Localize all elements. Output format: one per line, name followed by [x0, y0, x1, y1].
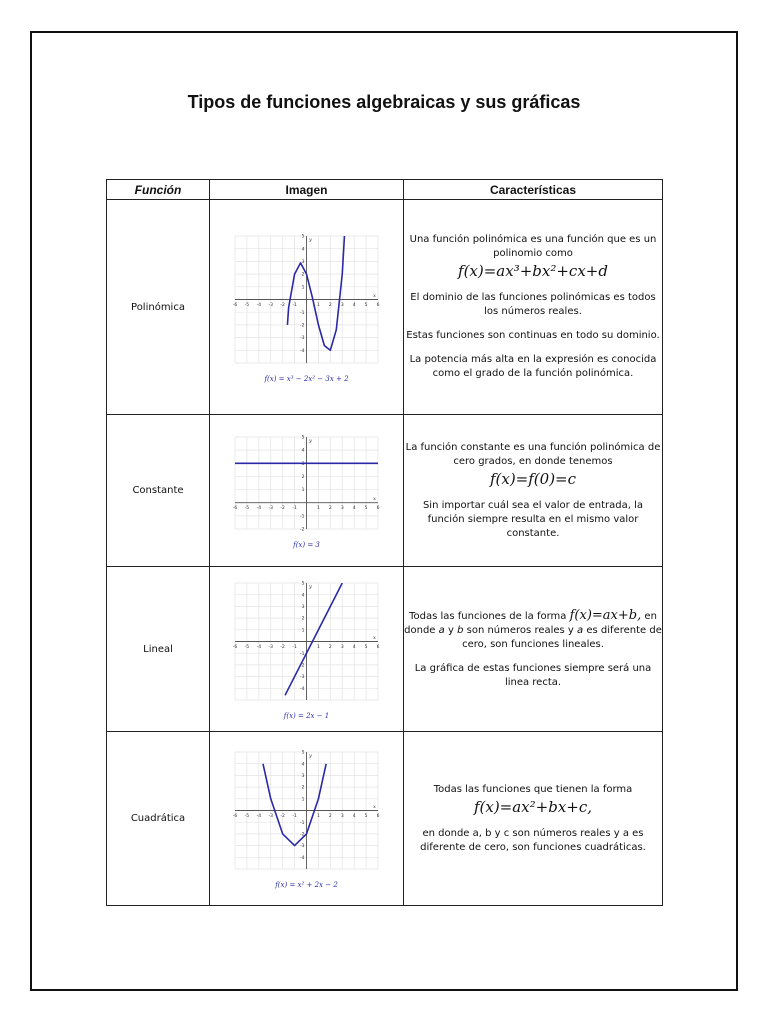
- x-tick-label: -3: [268, 814, 273, 819]
- formula: f(x)=ax²+bx+c,: [473, 797, 593, 816]
- x-tick-label: -6: [232, 505, 238, 511]
- x-axis-label: x: [373, 495, 376, 502]
- desc-text: Sin importar cuál sea el valor de entrada, la función siempre resulta en el mismo valor constante.: [422, 499, 644, 539]
- function-curve: [285, 583, 342, 695]
- x-tick-label: -6: [232, 302, 238, 308]
- formula: f(x)=ax+b,: [569, 607, 642, 623]
- y-tick-label: -1: [300, 820, 305, 826]
- plot-caption: f(x) = x² + 2x − 2: [275, 881, 338, 889]
- y-tick-label: 3: [301, 259, 305, 265]
- x-tick-label: 2: [328, 505, 332, 511]
- y-tick-label: 4: [301, 246, 305, 252]
- x-tick-label: -1: [292, 505, 297, 511]
- y-tick-label: -1: [300, 651, 305, 657]
- x-tick-label: 1: [316, 302, 320, 308]
- header-funcion: Función: [107, 180, 210, 200]
- x-tick-label: 1: [316, 814, 320, 819]
- variable-a: a: [438, 624, 445, 636]
- description-cell: [404, 567, 663, 732]
- y-tick-label: 5: [301, 234, 305, 240]
- x-tick-label: -4: [256, 644, 262, 650]
- desc-text: Estas funciones son continuas en todo su dominio.: [406, 330, 660, 341]
- y-tick-label: -4: [300, 686, 305, 692]
- x-tick-label: 4: [352, 302, 356, 308]
- desc-text: y: [447, 624, 454, 636]
- x-tick-label: 3: [340, 302, 344, 308]
- table-row: [107, 567, 663, 732]
- desc-text: Una función polinómica es una función que es un polinomio como: [409, 234, 657, 259]
- desc-text: La función constante es una función polinómica de cero grados, en donde tenemos: [405, 441, 661, 467]
- description-cell: [404, 732, 663, 906]
- desc-text: Todas las funciones que tienen la forma: [433, 783, 633, 795]
- header-caracteristicas: Características: [404, 180, 663, 200]
- y-tick-label: -4: [300, 348, 305, 354]
- variable-a: a: [577, 624, 584, 636]
- x-tick-label: -4: [256, 814, 262, 819]
- y-tick-label: 3: [301, 774, 305, 779]
- x-tick-label: 2: [328, 644, 332, 650]
- y-tick-label: 1: [301, 487, 305, 493]
- y-tick-label: 2: [301, 785, 305, 791]
- cuadratica-plot: [229, 746, 384, 891]
- plot-cell: [210, 732, 404, 906]
- desc-text: son números reales y: [466, 624, 574, 636]
- x-tick-label: -6: [232, 814, 238, 819]
- y-tick-label: 1: [301, 284, 305, 290]
- desc-text: El dominio de las funciones polinómicas es todos los números reales.: [410, 292, 656, 317]
- x-tick-label: -5: [244, 644, 250, 650]
- plot-cell: [210, 567, 404, 732]
- x-tick-label: 3: [340, 505, 344, 511]
- x-tick-label: 6: [376, 814, 380, 819]
- y-tick-label: -3: [300, 335, 305, 341]
- y-tick-label: 1: [301, 797, 305, 803]
- plot-cell: [210, 200, 404, 415]
- x-tick-label: -5: [244, 505, 250, 511]
- lineal-plot: [229, 577, 384, 722]
- x-tick-label: -1: [292, 814, 297, 819]
- variable-b: b: [457, 624, 464, 636]
- desc-text: en donde a, b y c son números reales y a es diferente de cero, son funciones cuadráticas.: [420, 827, 646, 853]
- y-tick-label: -2: [300, 832, 305, 838]
- header-imagen: Imagen: [210, 180, 404, 200]
- x-tick-label: 6: [376, 302, 380, 308]
- table-row: [107, 732, 663, 906]
- plot-caption: f(x) = 2x − 1: [283, 711, 330, 720]
- x-axis-label: x: [373, 804, 376, 810]
- plot-cell: [210, 415, 404, 567]
- x-tick-label: 5: [364, 814, 368, 819]
- desc-text: Todas las funciones de la forma: [409, 610, 567, 622]
- x-tick-label: 3: [340, 814, 344, 819]
- x-tick-label: 5: [364, 302, 368, 308]
- x-tick-label: 5: [364, 505, 368, 511]
- plot-caption: f(x) = x³ − 2x² − 3x + 2: [264, 374, 349, 383]
- y-tick-label: 1: [301, 627, 305, 633]
- description-cell: [404, 200, 663, 415]
- x-axis-label: x: [373, 292, 376, 299]
- y-tick-label: 2: [301, 272, 305, 278]
- desc-text: La potencia más alta en la expresión es conocida como el grado de la función polinómica.: [409, 354, 657, 379]
- y-tick-label: -2: [300, 323, 305, 328]
- table-header-row: [107, 180, 663, 200]
- polinomica-plot: [229, 230, 384, 385]
- row-name-constante: Constante: [107, 415, 210, 567]
- formula: f(x)=f(0)=c: [489, 469, 577, 488]
- y-tick-label: 2: [301, 474, 305, 480]
- x-tick-label: 4: [352, 814, 356, 819]
- x-tick-label: 1: [316, 505, 320, 511]
- desc-text: La gráfica de estas funciones siempre será una linea recta.: [414, 662, 652, 688]
- y-tick-label: 3: [301, 604, 305, 610]
- x-tick-label: -2: [280, 505, 285, 511]
- y-tick-label: 4: [301, 592, 305, 598]
- plot-caption: f(x) = 3: [293, 540, 320, 549]
- y-tick-label: 5: [301, 435, 305, 441]
- y-axis-label: y: [309, 583, 312, 590]
- x-tick-label: -4: [256, 505, 262, 511]
- x-tick-label: 5: [364, 644, 368, 650]
- y-tick-label: -2: [300, 663, 305, 668]
- y-tick-label: 3: [301, 461, 305, 467]
- y-tick-label: -4: [300, 855, 305, 861]
- y-tick-label: 2: [301, 616, 305, 622]
- row-name-cuadratica: Cuadrática: [107, 732, 210, 906]
- x-tick-label: -4: [256, 302, 262, 308]
- desc-text: en donde: [404, 610, 657, 636]
- x-tick-label: -5: [244, 302, 250, 308]
- y-tick-label: -3: [300, 674, 305, 680]
- row-name-polinomica: Polinómica: [107, 200, 210, 415]
- x-tick-label: 2: [328, 302, 332, 308]
- x-tick-label: -3: [268, 302, 273, 308]
- x-axis-label: x: [373, 634, 376, 641]
- x-tick-label: -1: [292, 302, 297, 308]
- x-tick-label: -1: [292, 644, 297, 650]
- functions-table: [106, 179, 663, 906]
- y-axis-label: y: [309, 437, 312, 444]
- x-tick-label: -2: [280, 644, 285, 650]
- y-axis-label: y: [309, 753, 312, 759]
- constante-plot: [229, 431, 384, 551]
- table-row: [107, 415, 663, 567]
- x-tick-label: 1: [316, 644, 320, 650]
- y-tick-label: 4: [301, 448, 305, 454]
- x-tick-label: -3: [268, 644, 273, 650]
- x-tick-label: -3: [268, 505, 273, 511]
- x-tick-label: -5: [244, 814, 250, 819]
- y-tick-label: 4: [301, 762, 305, 768]
- description-cell: [404, 415, 663, 567]
- y-tick-label: -3: [300, 844, 305, 850]
- table-row: [107, 200, 663, 415]
- row-name-lineal: Lineal: [107, 567, 210, 732]
- x-tick-label: -2: [280, 814, 285, 819]
- x-tick-label: 4: [352, 505, 356, 511]
- y-tick-label: -1: [300, 513, 305, 519]
- y-tick-label: 5: [301, 750, 305, 756]
- page-title: Tipos de funciones algebraicas y sus gráficas: [187, 92, 581, 112]
- function-curve: [287, 230, 348, 350]
- x-tick-label: 2: [328, 814, 332, 819]
- formula: f(x)=ax³+bx²+cx+d: [458, 262, 608, 280]
- x-tick-label: 6: [376, 505, 380, 511]
- y-tick-label: -2: [300, 527, 305, 533]
- desc-text: es diferente de cero, son funciones lineales.: [462, 624, 662, 650]
- y-tick-label: 5: [301, 581, 305, 587]
- x-tick-label: -6: [232, 644, 238, 650]
- x-tick-label: 6: [376, 644, 380, 650]
- y-tick-label: -1: [300, 310, 305, 316]
- y-axis-label: y: [309, 236, 312, 243]
- x-tick-label: 4: [352, 644, 356, 650]
- x-tick-label: -2: [280, 302, 285, 308]
- x-tick-label: 3: [340, 644, 344, 650]
